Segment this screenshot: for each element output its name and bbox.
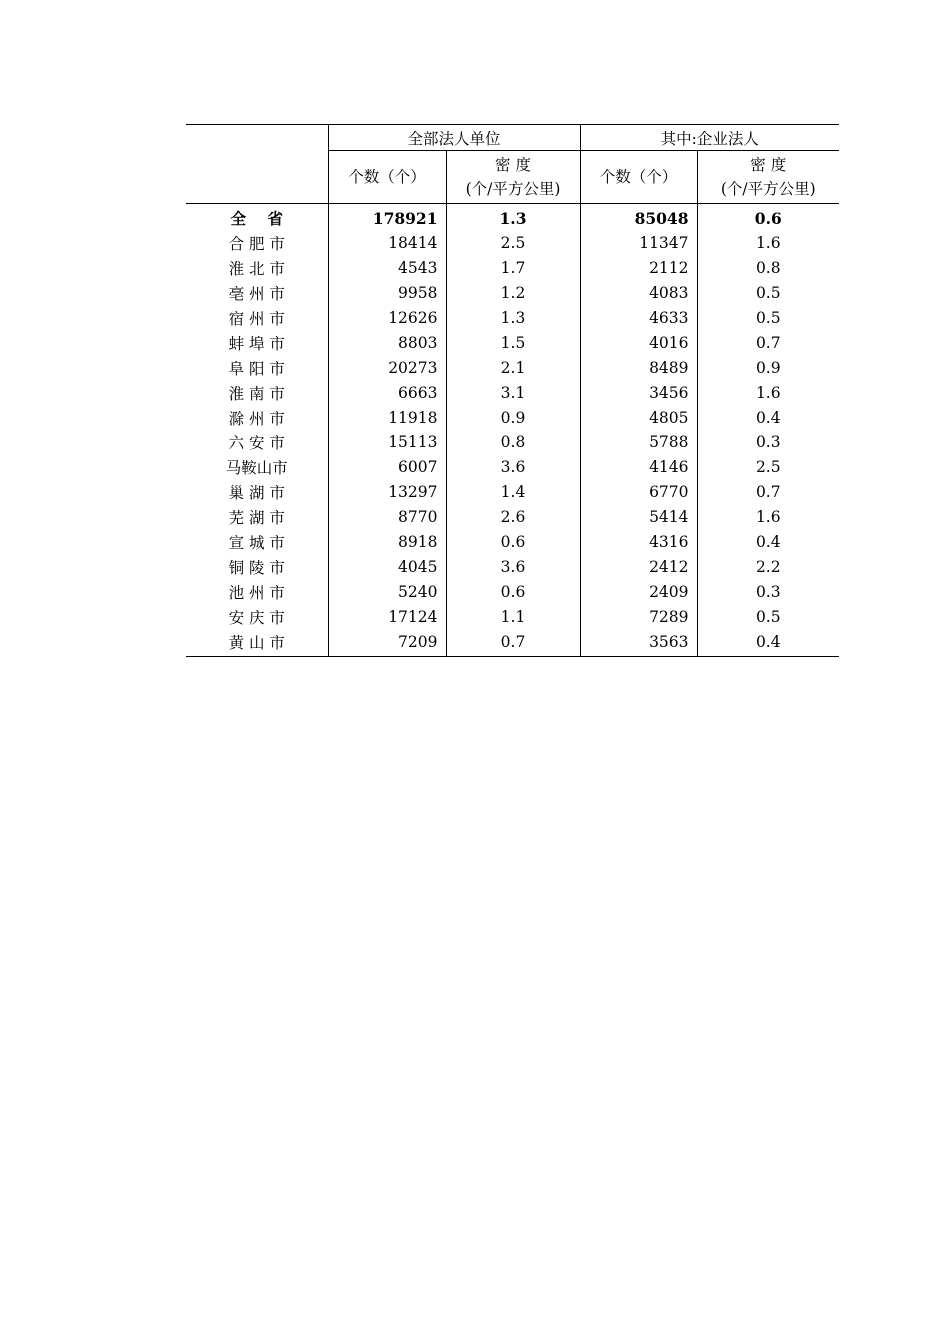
density-label-line2: (个/平方公里): [720, 180, 816, 198]
enterprise-density-cell: 0.7: [697, 480, 839, 505]
enterprise-density-cell: 0.4: [697, 405, 839, 430]
all-count-cell: 4543: [328, 256, 446, 281]
enterprise-count-cell: 11347: [580, 231, 697, 256]
all-count-cell: 4045: [328, 554, 446, 579]
region-name-cell: 淮 北 市: [228, 260, 285, 279]
density-label-line1: 密 度: [750, 156, 787, 174]
table-row: [186, 480, 839, 505]
region-name-cell: 合 肥 市: [228, 235, 285, 254]
table-row: [186, 330, 839, 355]
all-count-cell: 9958: [328, 281, 446, 306]
enterprise-density-cell: 1.6: [697, 231, 839, 256]
density-label-line2: (个/平方公里): [465, 180, 561, 198]
enterprise-count-cell: 2409: [580, 579, 697, 604]
group-header-enterprise: 其中:企业法人: [580, 125, 839, 151]
region-name-cell: 六 安 市: [228, 434, 285, 453]
all-count-cell: 6007: [328, 455, 446, 480]
all-density-cell: 2.1: [446, 355, 580, 380]
all-count-cell: 15113: [328, 430, 446, 455]
enterprise-density-cell: 0.5: [697, 306, 839, 331]
all-count-cell: 8918: [328, 530, 446, 555]
legal-units-table: [186, 124, 839, 657]
table-row: [186, 281, 839, 306]
table-row: [186, 380, 839, 405]
all-density-cell: 3.1: [446, 380, 580, 405]
region-stub-header: [186, 125, 328, 204]
table-row: [186, 256, 839, 281]
enterprise-density-cell: 0.6: [697, 204, 839, 231]
region-name-cell: 阜 阳 市: [228, 359, 285, 378]
all-density-cell: 3.6: [446, 554, 580, 579]
all-count-cell: 13297: [328, 480, 446, 505]
enterprise-count-cell: 2112: [580, 256, 697, 281]
all-density-cell: 3.6: [446, 455, 580, 480]
enterprise-count-cell: 4146: [580, 455, 697, 480]
group-header-all-units: 全部法人单位: [328, 125, 580, 151]
enterprise-count-cell: 85048: [580, 204, 697, 231]
table-body: [186, 204, 839, 657]
region-name-cell: 滁 州 市: [228, 409, 285, 428]
column-header-enterprise-density: [697, 151, 839, 204]
all-count-cell: 8770: [328, 505, 446, 530]
table-row: [186, 355, 839, 380]
region-name-cell: 宿 州 市: [228, 310, 285, 328]
all-density-cell: 2.6: [446, 505, 580, 530]
all-density-cell: 1.3: [446, 306, 580, 331]
enterprise-density-cell: 0.3: [697, 430, 839, 455]
all-density-cell: 0.6: [446, 530, 580, 555]
enterprise-count-cell: 4316: [580, 530, 697, 555]
enterprise-count-cell: 4633: [580, 306, 697, 331]
enterprise-density-cell: 1.6: [697, 505, 839, 530]
all-density-cell: 1.7: [446, 256, 580, 281]
enterprise-density-cell: 0.4: [697, 530, 839, 555]
table-row: [186, 405, 839, 430]
column-header-all-density: [446, 151, 580, 204]
table-row: [186, 430, 839, 455]
all-density-cell: 0.6: [446, 579, 580, 604]
region-name-cell: 全 省: [230, 209, 284, 229]
enterprise-count-cell: 5788: [580, 430, 697, 455]
region-name-cell: 池 州 市: [228, 583, 285, 602]
table-row-total: [186, 204, 839, 231]
column-header-enterprise-count: 个数（个）: [580, 151, 697, 204]
region-name-cell: 黄 山 市: [186, 629, 328, 656]
region-name-cell: 淮 南 市: [228, 384, 285, 403]
region-name-cell: 铜 陵 市: [228, 558, 285, 577]
enterprise-density-cell: 0.7: [697, 330, 839, 355]
all-density-cell: 0.9: [446, 405, 580, 430]
region-name-cell: 马鞍山市: [225, 459, 288, 478]
all-density-cell: 0.7: [446, 629, 580, 656]
enterprise-count-cell: 4083: [580, 281, 697, 306]
enterprise-count-cell: 2412: [580, 554, 697, 579]
all-count-cell: 12626: [328, 306, 446, 331]
table-header: [186, 125, 839, 204]
enterprise-density-cell: 0.3: [697, 579, 839, 604]
enterprise-count-cell: 6770: [580, 480, 697, 505]
enterprise-density-cell: 0.8: [697, 256, 839, 281]
enterprise-density-cell: 0.4: [697, 629, 839, 656]
enterprise-count-cell: 8489: [580, 355, 697, 380]
table-row: [186, 554, 839, 579]
enterprise-count-cell: 7289: [580, 604, 697, 629]
all-density-cell: 0.8: [446, 430, 580, 455]
enterprise-count-cell: 4805: [580, 405, 697, 430]
all-count-cell: 8803: [328, 330, 446, 355]
region-name-cell: 亳 州 市: [228, 285, 285, 304]
legal-units-table-container: [186, 124, 839, 657]
all-density-cell: 2.5: [446, 231, 580, 256]
region-name-cell: 芜 湖 市: [228, 509, 285, 528]
enterprise-density-cell: 2.5: [697, 455, 839, 480]
table-row: [186, 629, 839, 656]
region-name-cell: 安 庆 市: [228, 608, 285, 627]
enterprise-count-cell: 3456: [580, 380, 697, 405]
column-header-all-count: 个数（个）: [328, 151, 446, 204]
all-count-cell: 18414: [328, 231, 446, 256]
enterprise-count-cell: 5414: [580, 505, 697, 530]
density-label-line1: 密 度: [495, 156, 531, 174]
all-density-cell: 1.2: [446, 281, 580, 306]
all-count-cell: 17124: [328, 604, 446, 629]
all-density-cell: 1.1: [446, 604, 580, 629]
all-count-cell: 178921: [328, 204, 446, 231]
enterprise-count-cell: 3563: [580, 629, 697, 656]
table-row: [186, 455, 839, 480]
table-row: [186, 505, 839, 530]
table-row: [186, 530, 839, 555]
enterprise-density-cell: 0.5: [697, 281, 839, 306]
enterprise-density-cell: 0.5: [697, 604, 839, 629]
all-count-cell: 7209: [328, 629, 446, 656]
enterprise-density-cell: 1.6: [697, 380, 839, 405]
all-count-cell: 11918: [328, 405, 446, 430]
enterprise-count-cell: 4016: [580, 330, 697, 355]
table-row: [186, 306, 839, 331]
enterprise-density-cell: 2.2: [697, 554, 839, 579]
all-count-cell: 20273: [328, 355, 446, 380]
enterprise-density-cell: 0.9: [697, 355, 839, 380]
all-density-cell: 1.4: [446, 480, 580, 505]
all-count-cell: 5240: [328, 579, 446, 604]
region-name-cell: 蚌 埠 市: [228, 334, 285, 353]
table-row: [186, 604, 839, 629]
region-name-cell: 宣 城 市: [228, 534, 285, 553]
table-row: [186, 231, 839, 256]
all-density-cell: 1.3: [446, 204, 580, 231]
all-count-cell: 6663: [328, 380, 446, 405]
region-name-cell: 巢 湖 市: [228, 484, 285, 503]
table-row: [186, 579, 839, 604]
all-density-cell: 1.5: [446, 330, 580, 355]
